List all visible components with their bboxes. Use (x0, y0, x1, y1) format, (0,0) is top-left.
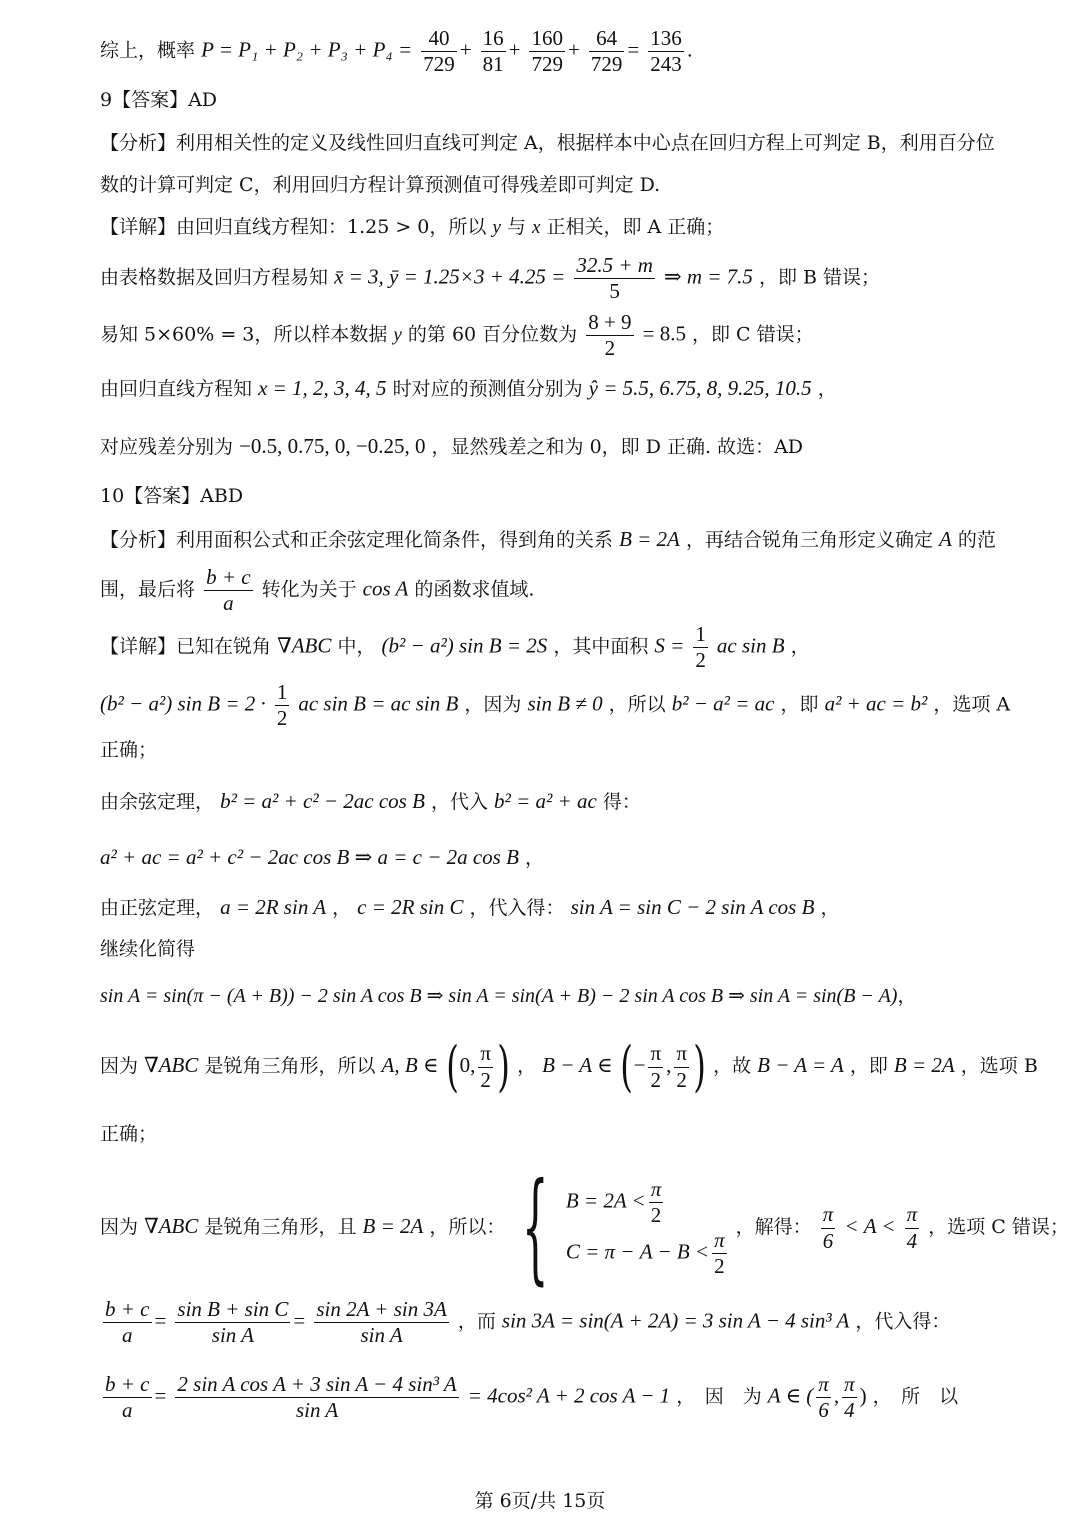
fraction (175, 1372, 458, 1423)
text: ，即 (849, 1055, 888, 1077)
q10-detail-line-8 (100, 986, 916, 1006)
denominator: 4 (906, 1228, 918, 1253)
q10-detail-line-7: 继续化简得 (100, 938, 196, 960)
q9-analysis-line-2: 数的计算可判定 C，利用回归方程计算预测值可得残差即可判定 D. (100, 174, 661, 196)
formula: ∇ABC (277, 633, 332, 658)
numerator: π (648, 1041, 663, 1067)
text: 由余弦定理， (100, 791, 215, 813)
numerator: b + c (103, 1297, 152, 1323)
formula: sin A = sin(π − (A + B)) − 2 sin A cos B ⇒ sin A = sin(A + B) − 2 sin A cos B ⇒ sin A = sin(B − A) (100, 985, 898, 1007)
q10-detail-line-3: 正确； (100, 739, 158, 761)
numerator: 1 (693, 622, 708, 648)
formula: = 8.5 (642, 321, 686, 346)
formula: b² − a² = ac (671, 691, 775, 716)
q10-analysis-line-1 (100, 529, 996, 550)
formula: B − A = A (757, 1053, 844, 1077)
denominator: a (122, 1398, 133, 1423)
text: ， 因 为 (676, 1385, 762, 1408)
numerator: b + c (204, 565, 253, 591)
numerator: 2 sin A cos A + 3 sin A − 4 sin³ A (175, 1372, 458, 1398)
text: ，再结合锐角三角形定义确定 (685, 529, 933, 551)
numerator: 32.5 + m (574, 253, 655, 279)
text: 是锐角三角形，且 (204, 1216, 357, 1238)
numerator: 8 + 9 (586, 310, 633, 336)
text: ，而 (457, 1310, 496, 1333)
formula: S = (654, 633, 685, 658)
right-paren: ) (859, 1383, 867, 1408)
left-paren: ( (619, 1035, 633, 1098)
var: y (393, 324, 402, 346)
denominator: 729 (531, 52, 563, 77)
q10-detail-line-11 (100, 1158, 1069, 1297)
text: 因为 (100, 1216, 139, 1238)
fraction (674, 1041, 689, 1092)
text: 时对应的预测值分别为 (392, 378, 583, 400)
q10-detail-line-10: 正确； (100, 1123, 158, 1145)
text: 的范 (957, 529, 996, 551)
denominator: 2 (695, 648, 706, 673)
numerator: 160 (529, 26, 565, 52)
text: 【详解】由回归直线方程知：1.25 > 0，所以 (100, 216, 487, 238)
numerator: π (712, 1228, 727, 1254)
text: 围，最后将 (100, 578, 196, 601)
fraction (905, 1202, 920, 1253)
fraction (648, 26, 684, 77)
equals: = (154, 1383, 167, 1408)
formula: x = 1, 2, 3, 4, 5 (258, 376, 387, 400)
numerator: sin 2A + sin 3A (314, 1297, 448, 1323)
formula: = 4cos² A + 2 cos A − 1 (467, 1383, 671, 1408)
numerator: sin B + sin C (175, 1297, 290, 1323)
formula: sin A = sin C − 2 sin A cos B (570, 895, 815, 919)
text: ， (820, 897, 840, 919)
fraction (842, 1372, 857, 1423)
denominator: 2 (714, 1254, 725, 1279)
q10-answer: 10【答案】ABD (100, 485, 244, 507)
formula: (b² − a²) sin B = 2S (381, 633, 548, 658)
denominator: sin A (211, 1323, 255, 1348)
formula: A, B ∈ (381, 1053, 439, 1077)
text: ，代入 (430, 791, 488, 813)
denominator: sin A (295, 1398, 339, 1423)
formula: B − A ∈ (542, 1053, 613, 1077)
plus: + (459, 37, 472, 62)
numerator: 16 (481, 26, 506, 52)
text: 得： (602, 791, 641, 813)
q10-detail-line-1 (100, 622, 810, 673)
left-brace: { (522, 1158, 549, 1297)
text: 是锐角三角形，所以 (204, 1055, 376, 1077)
denominator: 2 (650, 1202, 662, 1227)
formula: b² = a² + c² − 2ac cos B (220, 789, 425, 813)
minus: − (633, 1053, 646, 1077)
text: ，解得： (735, 1216, 812, 1238)
denominator: 729 (423, 52, 455, 77)
text: ，选项 A (933, 693, 1011, 716)
fraction (103, 1297, 152, 1348)
numerator: π (649, 1177, 664, 1203)
numerator: π (674, 1041, 689, 1067)
denominator: 2 (650, 1067, 662, 1092)
text: ，其中面积 (553, 635, 649, 658)
formula: a = 2R sin A (220, 895, 327, 919)
inequality-system (566, 1177, 730, 1280)
text: 综上，概率 (100, 39, 196, 62)
numerator: π (905, 1202, 920, 1228)
comma: , (833, 1383, 840, 1408)
formula: a² + ac = b² (824, 691, 928, 716)
q9-answer: 9【答案】AD (100, 89, 218, 111)
text: ， (517, 1055, 537, 1077)
formula: B = 2A (893, 1053, 955, 1077)
numerator: π (842, 1372, 857, 1398)
text: 的第 60 百分位数为 (407, 323, 578, 346)
formula: ∇ABC (144, 1214, 199, 1238)
text: 因为 (100, 1055, 139, 1077)
var: x (532, 217, 541, 238)
fraction (275, 680, 290, 731)
fraction (649, 1177, 664, 1228)
left-paren: ( (445, 1035, 459, 1098)
denominator: a (122, 1323, 133, 1348)
formula: cos A (362, 576, 409, 601)
fraction (574, 253, 655, 304)
fraction (175, 1297, 290, 1348)
fraction (478, 1041, 493, 1092)
fraction (586, 310, 633, 361)
text: ， (790, 635, 810, 658)
text: 与 (506, 216, 526, 238)
fraction (204, 565, 253, 616)
text: 转化为关于 (261, 578, 357, 601)
equals: = (627, 37, 640, 62)
text: ， (817, 378, 837, 400)
numerator: 40 (421, 26, 457, 52)
denominator: 2 (480, 1067, 491, 1092)
numerator: π (821, 1202, 836, 1228)
q10-detail-line-9 (100, 1035, 1038, 1098)
formula: −0.5, 0.75, 0, −0.25, 0 (239, 434, 426, 458)
q9-detail-line-5 (100, 436, 803, 457)
q9-detail-line-4 (100, 378, 837, 399)
q10-detail-line-5 (100, 847, 544, 868)
formula: C = π − A − B < (565, 1239, 710, 1264)
q9-analysis-line-1: 【分析】利用相关性的定义及线性回归直线可判定 A，根据样本中心点在回归方程上可判定 B，利用百分位 (100, 132, 995, 154)
text: 由回归直线方程知 (100, 378, 253, 400)
text: 中， (337, 635, 376, 658)
q10-detail-line-2 (100, 680, 1010, 731)
text: ， (332, 897, 352, 919)
equals: = (293, 1308, 306, 1333)
denominator: 5 (609, 279, 620, 304)
q9-detail-line-2 (100, 253, 880, 304)
numerator: π (816, 1372, 831, 1398)
numerator: 136 (648, 26, 684, 52)
numerator: π (478, 1041, 493, 1067)
period: . (686, 39, 693, 62)
right-paren: ) (693, 1035, 706, 1098)
fraction (314, 1297, 448, 1348)
q9-detail-line-1 (100, 218, 724, 237)
q10-detail-line-4 (100, 791, 641, 812)
denominator: 6 (818, 1398, 829, 1423)
fraction (648, 1041, 663, 1092)
formula: (b² − a²) sin B = 2 · (100, 691, 266, 716)
plus: + (508, 37, 521, 62)
fraction (693, 622, 708, 673)
fraction (712, 1228, 727, 1279)
denominator: 2 (676, 1067, 687, 1092)
text: 由正弦定理， (100, 897, 215, 919)
text: ，因为 (464, 693, 522, 716)
denominator: 81 (482, 52, 504, 77)
formula: 0, (459, 1053, 476, 1077)
formula: sin B ≠ 0 (527, 691, 603, 716)
text: ， 所 以 (872, 1385, 959, 1408)
fraction (529, 26, 565, 77)
denominator: 729 (590, 52, 623, 77)
q10-detail-line-13 (100, 1372, 958, 1423)
text: 【分析】利用面积公式和正余弦定理化简条件，得到角的关系 (100, 529, 614, 551)
text: 由表格数据及回归方程易知 (100, 266, 329, 289)
formula: ac sin B = ac sin B (298, 691, 459, 716)
formula: b² = a² + ac (494, 789, 597, 813)
system-row (566, 1228, 730, 1279)
fraction (103, 1372, 152, 1423)
equals: = (154, 1308, 167, 1333)
text: ，故 (713, 1055, 752, 1077)
text: ，即 B 错误； (758, 266, 881, 289)
q10-detail-line-12 (100, 1297, 950, 1348)
text: 正相关，即 A 正确； (546, 216, 725, 238)
text: ，所以： (429, 1216, 506, 1238)
formula: B = 2A (619, 527, 680, 551)
fraction (481, 26, 506, 77)
q9-detail-line-3 (100, 310, 814, 361)
text: 对应残差分别为 (100, 436, 234, 458)
text: ， (524, 847, 544, 869)
text: 易知 5×60% = 3，所以样本数据 (100, 323, 388, 346)
denominator: a (223, 591, 234, 616)
text: ， (897, 985, 917, 1007)
formula: sin 3A = sin(A + 2A) = 3 sin A − 4 sin³ A (501, 1308, 850, 1333)
denominator: 4 (844, 1398, 855, 1423)
text: 【详解】已知在锐角 (100, 635, 272, 658)
denominator: 243 (650, 52, 682, 77)
var: y (492, 217, 501, 238)
text: ，选项 C 错误； (928, 1216, 1069, 1238)
comma: , (666, 1053, 672, 1077)
right-paren: ) (497, 1035, 510, 1098)
formula: a² + ac = a² + c² − 2ac cos B ⇒ a = c − 2a cos B (100, 845, 519, 869)
text: ，代入得： (469, 897, 565, 919)
formula: c = 2R sin C (357, 895, 464, 919)
formula: A ∈ ( (767, 1383, 814, 1408)
text: ，选项 B (960, 1055, 1038, 1077)
formula: B = 2A (362, 1214, 424, 1238)
fraction (589, 26, 625, 77)
q10-analysis-line-2 (100, 565, 534, 616)
denominator: sin A (360, 1323, 403, 1348)
system-row (566, 1177, 730, 1228)
formula: x̄ = 3, ȳ = 1.25×3 + 4.25 = (334, 264, 566, 289)
numerator: 1 (275, 680, 290, 706)
denominator: 6 (822, 1228, 834, 1253)
summary-probability-line (100, 26, 693, 77)
formula: P = P₁ + P₂ + P₃ + P₄ = (201, 37, 413, 62)
numerator: b + c (103, 1372, 152, 1398)
fraction (421, 26, 457, 77)
text: ，即 C 错误； (692, 323, 814, 346)
fraction (821, 1202, 836, 1253)
numerator: 64 (589, 26, 625, 52)
var: A (939, 527, 952, 551)
denominator: 2 (276, 706, 288, 731)
denominator: 2 (604, 336, 616, 361)
fraction (816, 1372, 831, 1423)
text: ，所以 (608, 693, 666, 716)
plus: + (567, 37, 580, 62)
text: ，代入得： (855, 1310, 951, 1333)
formula: ac sin B (716, 633, 785, 658)
text: ，显然残差之和为 0，即 D 正确. 故选：AD (431, 436, 804, 458)
text: 的函数求值域. (414, 578, 535, 601)
formula: ⇒ m = 7.5 (664, 264, 753, 289)
text: ，即 (780, 693, 819, 716)
formula: B = 2A < (565, 1188, 646, 1213)
q10-detail-line-6 (100, 897, 839, 918)
formula: ∇ABC (144, 1053, 199, 1077)
page-footer: 第 6页/共 15页 (474, 1490, 606, 1512)
formula: ŷ = 5.5, 6.75, 8, 9.25, 10.5 (588, 376, 812, 400)
formula: < A < (844, 1214, 896, 1238)
